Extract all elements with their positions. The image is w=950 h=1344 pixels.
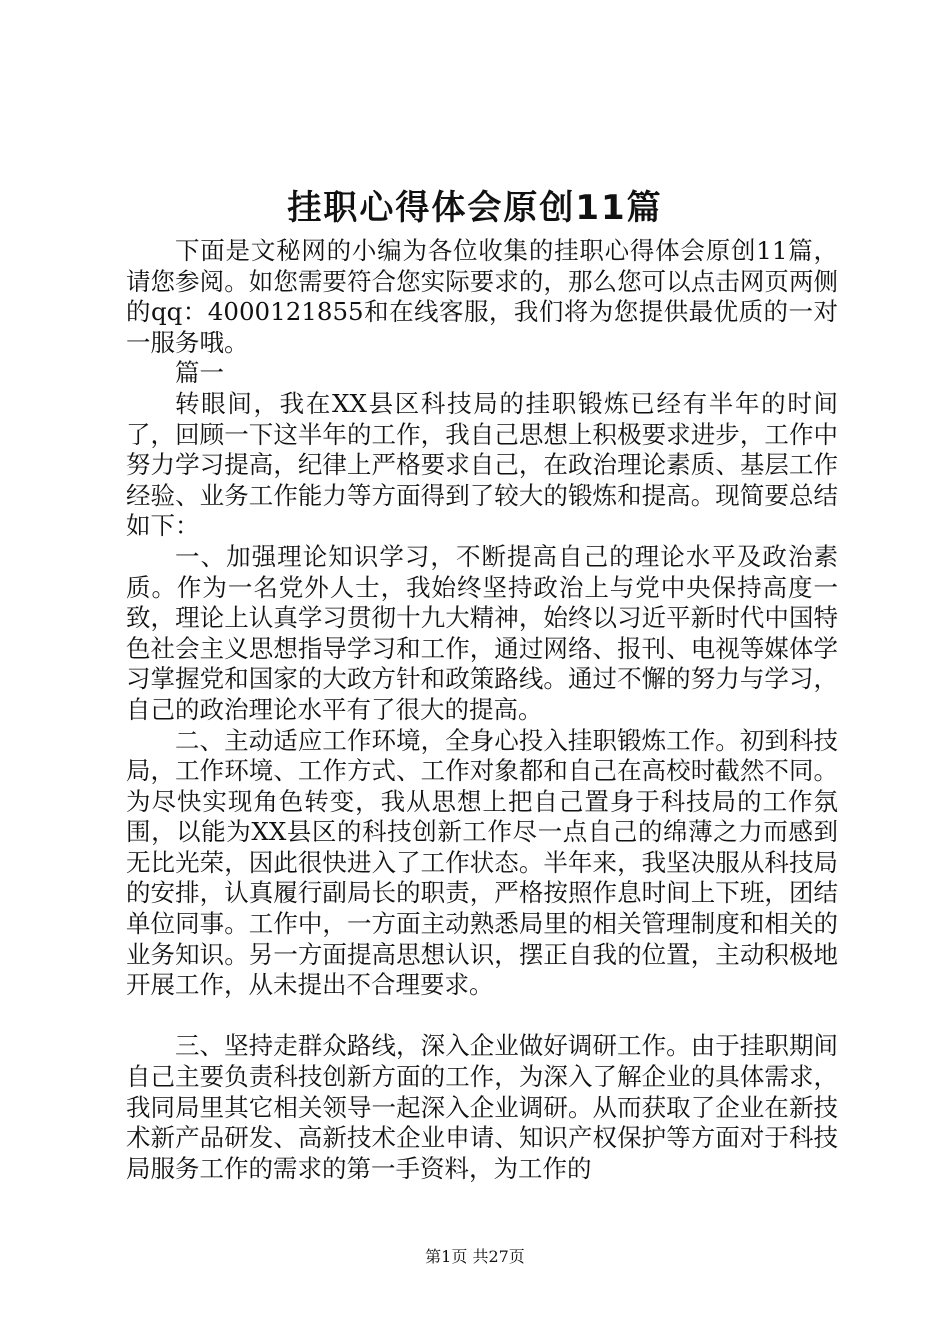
intro-paragraph: 下面是文秘网的小编为各位收集的挂职心得体会原创11篇，请您参阅。如您需要符合您实际要求的，那么您可以点击网页两侧的qq：4000121855和在线客服，我们将为您提供最优质的一对一服务哦。: [126, 236, 838, 357]
paragraph: 三、坚持走群众路线，深入企业做好调研工作。由于挂职期间自己主要负责科技创新方面的工作，为深入了解企业的具体需求，我同局里其它相关领导一起深入企业调研。从而获取了企业在新技术新产品研发、高新技术企业申请、知识产权保护等方面对于科技局服务工作的需求的第一手资料，为工作的: [126, 1031, 838, 1183]
paragraph: 一、加强理论知识学习，不断提高自己的理论水平及政治素质。作为一名党外人士，我始终坚持政治上与党中央保持高度一致，理论上认真学习贯彻十九大精神，始终以习近平新时代中国特色社会主义思想指导学习和工作，通过网络、报刊、电视等媒体学习掌握党和国家的大政方针和政策路线。通过不懈的努力与学习，自己的政治理论水平有了很大的提高。: [126, 541, 838, 724]
document-body: [126, 236, 838, 1184]
paragraph: 转眼间，我在XX县区科技局的挂职锻炼已经有半年的时间了，回顾一下这半年的工作，我自己思想上积极要求进步，工作中努力学习提高，纪律上严格要求自己，在政治理论素质、基层工作经验、业务工作能力等方面得到了较大的锻炼和提高。现简要总结如下：: [126, 388, 838, 541]
section-heading: 篇一: [175, 358, 224, 388]
document-title: 挂职心得体会原创11篇: [287, 188, 663, 228]
paragraph: 二、主动适应工作环境，全身心投入挂职锻炼工作。初到科技局，工作环境、工作方式、工作对象都和自己在高校时截然不同。为尽快实现角色转变，我从思想上把自己置身于科技局的工作氛围，以能为XX县区的科技创新工作尽一点自己的绵薄之力而感到无比光荣，因此很快进入了工作状态。半年来，我坚决服从科技局的安排，认真履行副局长的职责，严格按照作息时间上下班，团结单位同事。工作中，一方面主动熟悉局里的相关管理制度和相关的业务知识。另一方面提高思想认识，摆正自我的位置，主动积极地开展工作，从未提出不合理要求。: [126, 725, 838, 1000]
page-number-footer: 第1页 共27页: [425, 1247, 525, 1266]
